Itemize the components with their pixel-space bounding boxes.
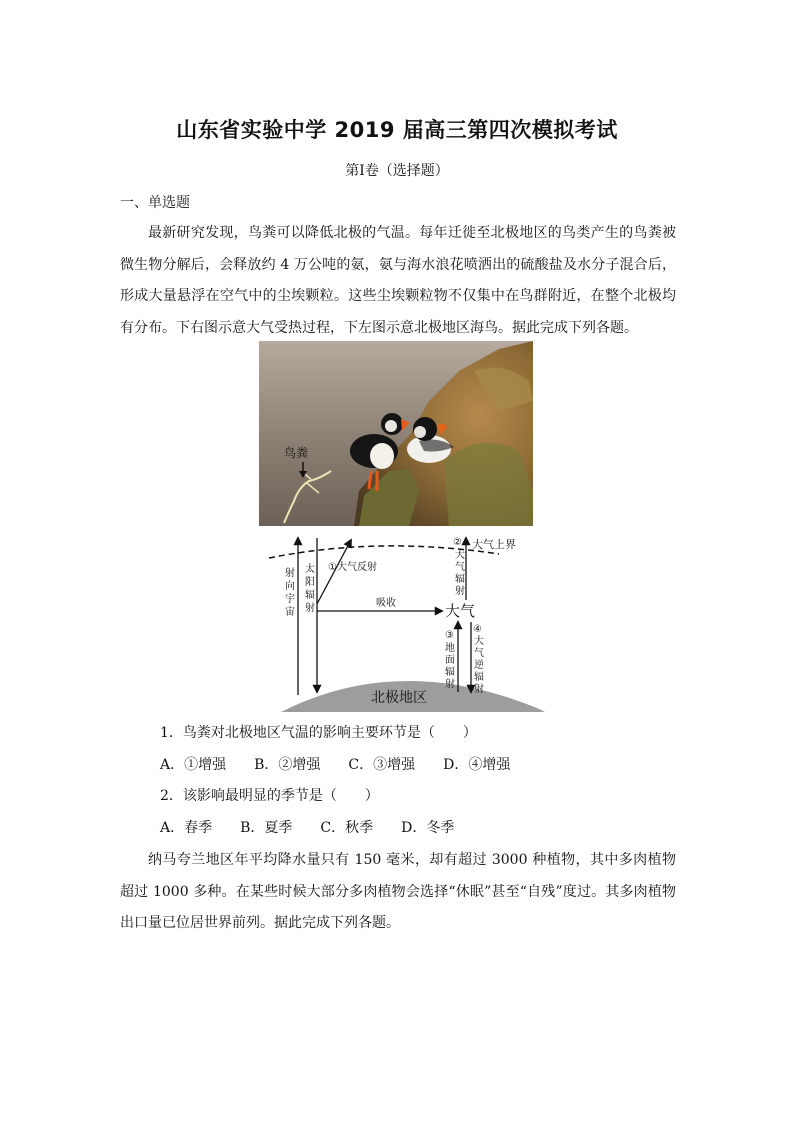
section-subtitle: 第Ⅰ卷（选择题） bbox=[345, 163, 449, 179]
counter-radiation-label bbox=[474, 634, 487, 695]
upper-boundary-label: 大气上界 bbox=[472, 538, 516, 551]
ground-radiation-char: 面 bbox=[445, 655, 455, 666]
ground-radiation-char: 地 bbox=[445, 643, 455, 654]
atm-radiation-char: 大 bbox=[455, 550, 465, 561]
space-label bbox=[285, 566, 298, 618]
question-2-stem: 2．该影响最明显的季节是（ ） bbox=[160, 788, 379, 804]
question-1-options: A．①增强 B．②增强 C．③增强 D．④增强 bbox=[160, 757, 511, 773]
section-heading: 一、单选题 bbox=[120, 195, 190, 211]
ground-radiation-char: 辐 bbox=[445, 667, 455, 678]
ground-radiation-char: 射 bbox=[445, 679, 455, 690]
counter-radiation-char: 射 bbox=[474, 684, 484, 695]
atmosphere-label: 大气 bbox=[445, 602, 476, 620]
solar-label-char: 太 bbox=[305, 564, 315, 575]
ground-radiation-num: ③ bbox=[445, 630, 454, 641]
solar-label-char: 辐 bbox=[305, 590, 315, 601]
question-1-stem: 1．鸟粪对北极地区气温的影响主要环节是（ ） bbox=[160, 725, 477, 741]
solar-label-char: 阳 bbox=[305, 577, 315, 588]
closing-paragraph: 纳马夸兰地区年平均降水量只有 150 毫米，却有超过 3000 种植物，其中多肉植物超过 1000 多种。在某些时候大部分多肉植物会选择“休眠”甚至“自残”度过。其多肉植物出口量已位居世界前列。据此完成下列各题。 bbox=[120, 852, 676, 931]
counter-radiation-char: 大 bbox=[474, 636, 484, 647]
space-label-char: 宇 bbox=[285, 594, 295, 605]
region-label: 北极地区 bbox=[371, 690, 427, 706]
page-title: 山东省实验中学 2019 届高三第四次模拟考试 bbox=[176, 118, 618, 142]
atmospheric-heating-diagram bbox=[259, 532, 545, 712]
solar-label bbox=[305, 562, 318, 614]
reflect-label: ①大气反射 bbox=[328, 562, 377, 573]
puffin-photo bbox=[259, 341, 533, 526]
space-label-char: 射 bbox=[285, 568, 295, 579]
question-2-options: A．春季 B．夏季 C．秋季 D．冬季 bbox=[160, 820, 455, 836]
counter-radiation-char: 逆 bbox=[474, 660, 484, 671]
ground-radiation-label bbox=[445, 641, 458, 690]
counter-radiation-num: ④ bbox=[473, 624, 482, 635]
space-label-char: 向 bbox=[285, 581, 295, 592]
counter-radiation-char: 气 bbox=[474, 648, 484, 659]
atm-radiation-char: 辐 bbox=[455, 574, 465, 585]
solar-label-char: 射 bbox=[305, 603, 315, 614]
atm-radiation-num: ② bbox=[453, 537, 462, 548]
atm-radiation-char: 气 bbox=[455, 562, 465, 573]
droppings-label: 鸟粪 bbox=[284, 446, 309, 460]
counter-radiation-char: 辐 bbox=[474, 672, 484, 683]
intro-paragraph: 最新研究发现，鸟粪可以降低北极的气温。每年迁徙至北极地区的鸟类产生的鸟粪被微生物分解后，会释放约 4 万公吨的氨，氨与海水浪花喷洒出的硫酸盐及水分子混合后，形成大量悬浮在空气中的尘埃颗粒。这些尘埃颗粒物不仅集中在鸟群附近，在整个北极均有分布。下右图示意大气受热过程，下左图示意北极地区海鸟。据此完成下列各题。 bbox=[120, 225, 676, 336]
absorb-label: 吸收 bbox=[376, 598, 396, 609]
space-label-char: 宙 bbox=[285, 607, 295, 618]
atm-radiation-char: 射 bbox=[455, 586, 465, 597]
